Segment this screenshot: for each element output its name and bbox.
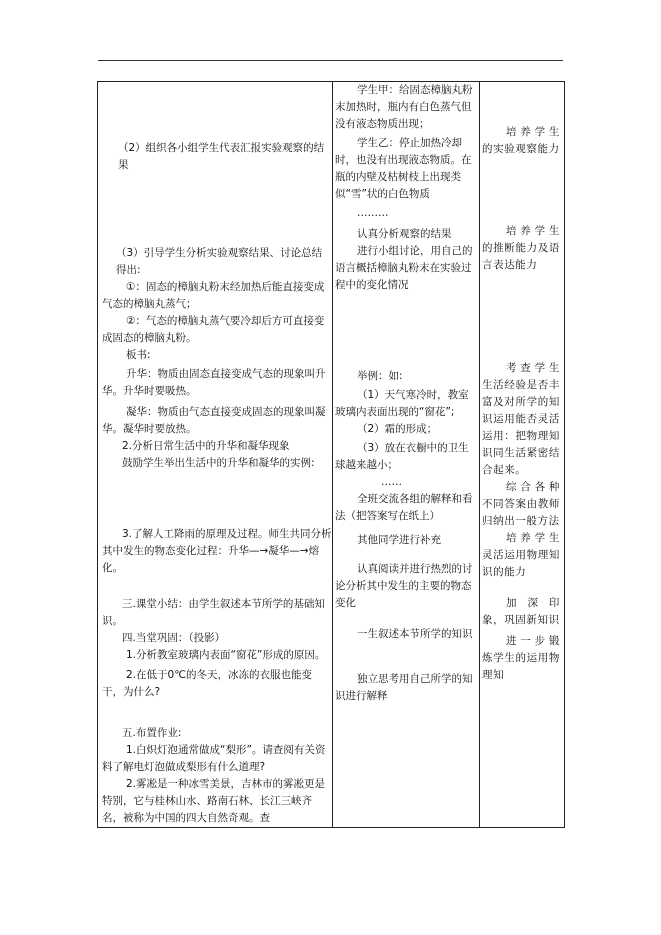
intent-practice: 进一步锻炼学生的运用物理知 [482, 635, 560, 681]
board-deposition: 凝华：物质由气态直接变成固态的现象叫凝华。凝华时要放热。 [102, 406, 326, 435]
homework-title: 五.布置作业: [122, 727, 182, 739]
ellipsis-1: ……… [357, 207, 389, 219]
teacher-activity-column [98, 82, 333, 828]
ellipsis-2: …… [381, 476, 402, 488]
class-exchange: 全班交流各组的解释和看法（把答案写在纸上） [335, 493, 473, 522]
report-instruction: （2）组织各小组学生代表汇报实验观察的结果 [118, 142, 325, 171]
intent-application: 培养学生灵活运用物理知识的能力 [482, 532, 560, 578]
consolidation-title: 四.当堂巩固：（投影） [122, 632, 226, 644]
example-1: （1）天气寒冷时，教室玻璃内表面出现的“窗花”; [335, 389, 469, 418]
lesson-summary: 三.课堂小结：由学生叙述本节所学的基础知识。 [102, 598, 325, 627]
item-3: 3.了解人工降雨的原理及过程。师生共同分析其中发生的物态变化过程：升华—→凝华—→熔化。 [102, 528, 332, 574]
group-discussion: 进行小组讨论，用自己的语言概括樟脑丸粉末在实验过程中的变化情况 [335, 245, 473, 291]
analysis-instruction: （3）引导学生分析实验观察结果、讨论总结得出: [116, 247, 323, 276]
example-title: 举例：如: [357, 370, 403, 382]
board-title: 板书: [126, 349, 151, 361]
homework-1: 1.白炽灯泡通常做成“梨形”。请查阅有关资料了解电灯泡做成梨形有什么道理? [102, 744, 326, 773]
header-rule [98, 60, 563, 61]
peer-supplement: 其他同学进行补充 [357, 534, 441, 546]
intent-reinforce: 加深印象，巩固新知识 [482, 597, 560, 626]
independent-thinking: 独立思考用自己所学的知识进行解释 [335, 673, 473, 702]
example-3: （3）放在衣橱中的卫生球越来越小； [335, 442, 469, 471]
example-2: （2）霜的形成； [357, 423, 438, 435]
student-a-report: 学生甲：给固态樟脑丸粉末加热时，瓶内有白色蒸气但没有液态物质出现； [335, 84, 473, 130]
student-b-report: 学生乙：停止加热冷却时，也没有出现液态物质。在瓶的内壁及枯树枝上出现类似“雪”状的白色物质 [335, 137, 472, 200]
lesson-plan-table [97, 81, 565, 828]
question-1: 1.分析教室玻璃内表面“窗花”形成的原因。 [126, 649, 326, 661]
homework-2: 2.雾凇是一种冰雪美景，吉林市的雾凇更是特别，它与桂林山水、路南石林、长江三峡齐名，被称为中国的四大自然奇观。查 [102, 778, 326, 824]
reading-discussion: 认真阅读并进行热烈的讨论分析其中发生的主要的物态变化 [335, 563, 473, 609]
intent-reasoning: 培养学生的推断能力及语言表达能力 [482, 225, 560, 271]
conclusion-1: ①：固态的樟脑丸粉末经加热后能直接变成气态的樟脑丸蒸气； [102, 281, 325, 310]
board-sublimation: 升华：物质由固态直接变成气态的现象叫升华。升华时要吸热。 [102, 368, 326, 397]
intent-generalization: 综合各种不同答案由教师归纳出一般方法 [482, 481, 560, 527]
student-activity-column [333, 82, 480, 828]
conclusion-2: ②：气态的樟脑丸蒸气要冷却后方可直接变成固态的樟脑丸粉。 [102, 315, 325, 344]
analyze-results: 认真分析观察的结果 [357, 228, 452, 240]
intent-observation: 培养学生的实验观察能力 [482, 126, 560, 155]
design-intent-column [480, 82, 565, 828]
student-summary: 一生叙述本节所学的知识 [357, 628, 473, 640]
question-2: 2.在低于0℃的冬天，冰冻的衣服也能变干，为什么? [102, 669, 312, 698]
item-2: 2.分析日常生活中的升华和凝华现象 [122, 440, 290, 452]
intent-life-experience: 考查学生生活经验是否丰富及对所学的知识运用能否灵活运用：把物理知识同生活紧密结合起来。 [482, 362, 560, 476]
item-2-detail: 鼓励学生举出生活中的升华和凝华的实例: [122, 457, 315, 469]
